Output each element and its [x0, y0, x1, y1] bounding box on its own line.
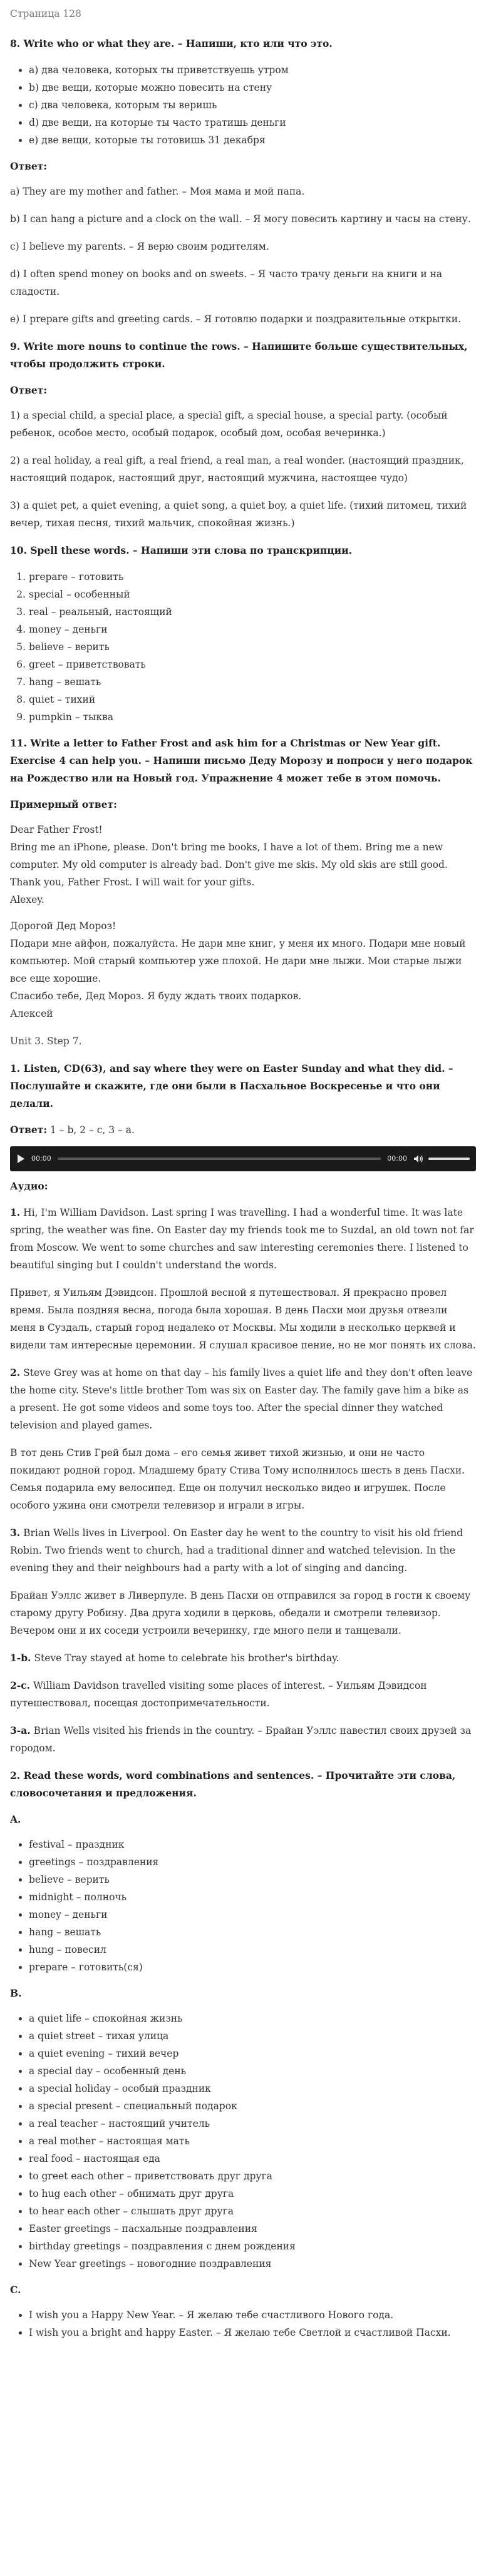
list-item: • believe – верить: [29, 1871, 476, 1888]
list-item: 4. money – деньги: [29, 621, 476, 638]
section-c-label: C.: [10, 2284, 21, 2296]
audio-paragraph: 2. Steve Grey was at home on that day – his family lives a quiet life and they don't often leave the home city. Steve's little brother Tom was six on Easter day. The family gave him a bike as a present. He got some videos and some toys too. After the special dinner they watched television and played games.: [10, 1367, 473, 1431]
list-item: • prepare – готовить(ся): [29, 1958, 476, 1976]
list-item: 6. greet – приветствовать: [29, 656, 476, 673]
audio-paragraph: 1-b. Steve Tray stayed at home to celebrate his brother's birthday.: [10, 1652, 339, 1664]
list-item: • to hear each other – слышать друг друга: [29, 2202, 476, 2220]
audio-paragraph: 1. Hi, I'm William Davidson. Last spring I was travelling. I had a wonderful time. It was late spring, the weather was fine. On Easter day my friends took me to Suzdal, an old town not far from Moscow. We went to some churches and saw interesting ceremonies there. I listened to beautiful singing but I couldn't understand the words.: [10, 1206, 474, 1271]
audio-paragraph: Брайан Уэллс живет в Ливерпуле. В день Пасхи он отправился за город в гости к своему старому другу Робину. Два друга ходили в церковь, обедали и смотрели телевизор. Вечером они и их соседи устроили вечеринку, где много пели и танцевали.: [10, 1590, 471, 1636]
answer-paragraph: 1) a special child, a special place, a special gift, a special house, a special party. (особый ребенок, особое место, особый подарок, особый дом, особая вечеринка.): [10, 410, 448, 439]
exercise-8-heading: 8. Write who or what they are. – Напиши, кто или что это.: [10, 38, 333, 49]
list-item: • a quiet evening – тихий вечер: [29, 2045, 476, 2062]
answer-label: Ответ:: [10, 384, 48, 396]
audio-paragraph: Привет, я Уильям Дэвидсон. Прошлой весной я путешествовал. Я прекрасно провел время. Была поздняя весна, погода была хорошая. В день Пасхи мои друзья отвезли меня в Суздаль, старый город недалеко от Москвы. Мы ходили в несколько церквей и видели там интересные церемонии. Я слушал красивое пение, но не мог понять их слова.: [10, 1287, 476, 1351]
play-icon[interactable]: [16, 1154, 25, 1164]
answer-paragraph: b) I can hang a picture and a clock on the wall. – Я могу повесить картину и часы на стену.: [10, 213, 471, 225]
list-item: • hung – повесил: [29, 1941, 476, 1958]
exercise-1-heading: 1. Listen, CD(63), and say where they were on Easter Sunday and what they did. – Послушайте и скажите, где они были в Пасхальное Воскресенье и что они делали.: [10, 1062, 453, 1109]
list-item: • a real mother – настоящая мать: [29, 2132, 476, 2150]
section-a-list: [29, 1836, 476, 1976]
time-current: 00:00: [31, 1154, 51, 1163]
progress-track[interactable]: [58, 1158, 381, 1160]
exercise-10-heading: 10. Spell these words. – Напиши эти слова по транскрипции.: [10, 544, 353, 556]
audio-paragraph: 3. Brian Wells lives in Liverpool. On Easter day he went to the country to visit his old friend Robin. Two friends went to church, had a traditional dinner and watched television. In the evening they and their neighbours had a party with a lot of singing and dancing.: [10, 1527, 463, 1574]
list-item: • I wish you a Happy New Year. – Я желаю тебе счастливого Нового года.: [29, 2306, 476, 2324]
list-item: • a quiet street – тихая улица: [29, 2027, 476, 2045]
section-a-label: A.: [10, 1813, 21, 1825]
list-item: • hang – вешать: [29, 1923, 476, 1941]
answer-paragraph: 3) a quiet pet, a quiet evening, a quiet song, a quiet boy, a quiet life. (тихий питомец, тихий вечер, тихая песня, тихий мальчик, спокойная жизнь.): [10, 500, 467, 529]
letter-line: Alexey.: [10, 894, 44, 905]
answer-label: Ответ:: [10, 160, 48, 172]
list-item: • a special day – особенный день: [29, 2062, 476, 2080]
audio-paragraph: 2-c. William Davidson travelled visiting some places of interest. – Уильям Дэвидсон путешествовал, посещая достопримечательности.: [10, 1679, 427, 1709]
list-item: 9. pumpkin – тыква: [29, 708, 476, 726]
list-item: • to greet each other – приветствовать друг друга: [29, 2167, 476, 2185]
list-item: • b) две вещи, которые можно повесить на стену: [29, 79, 476, 96]
time-duration: 00:00: [387, 1154, 407, 1163]
list-item: • to hug each other – обнимать друг друга: [29, 2185, 476, 2202]
list-item: • d) две вещи, на которые ты часто тратишь деньги: [29, 114, 476, 131]
list-item: • I wish you a bright and happy Easter. – Я желаю тебе Светлой и счастливой Пасхи.: [29, 2324, 476, 2341]
letter-line: Спасибо тебе, Дед Мороз. Я буду ждать твоих подарков.: [10, 990, 302, 1002]
list-item: • midnight – полночь: [29, 1888, 476, 1906]
volume-slider[interactable]: [428, 1158, 470, 1160]
audio-label: Аудио:: [10, 1180, 48, 1192]
list-item: 3. real – реальный, настоящий: [29, 603, 476, 621]
list-item: 8. quiet – тихий: [29, 691, 476, 708]
list-item: • a special holiday – особый праздник: [29, 2080, 476, 2097]
list-item: • a) два человека, которых ты приветствуешь утром: [29, 61, 476, 79]
audio-paragraph: В тот день Стив Грей был дома – его семья живет тихой жизнью, и они не часто покидают родной город. Младшему брату Стива Тому исполнилось шесть в день Пасхи. Семья подарила ему велосипед. Еще он получил несколько видео и игрушек. После особого ужина они смотрели телевизор и играли в игры.: [10, 1447, 465, 1511]
section-b-list: [29, 2010, 476, 2273]
letter-line: Алексей: [10, 1008, 53, 1019]
list-item: • a real teacher – настоящий учитель: [29, 2115, 476, 2132]
list-item: • greetings – поздравления: [29, 1853, 476, 1871]
list-item: • real food – настоящая еда: [29, 2150, 476, 2167]
list-item: 1. prepare – готовить: [29, 568, 476, 586]
section-b-label: B.: [10, 1987, 22, 1999]
answer-label: Ответ:: [10, 1124, 48, 1136]
letter-line: Дорогой Дед Мороз!: [10, 920, 116, 932]
list-item: • money – деньги: [29, 1906, 476, 1923]
exercise-11-heading: 11. Write a letter to Father Frost and ask him for a Christmas or New Year gift. Exercise 4 can help you. – Напиши письмо Деду Морозу и попроси у него подарок на Рождество или на Новый год. Упражнение 4 может тебе в этом помочь.: [10, 737, 473, 784]
exercise-9-heading: 9. Write more nouns to continue the rows. – Напишите больше существительных, чтобы продолжить строки.: [10, 340, 468, 370]
answer-label: Примерный ответ:: [10, 798, 117, 810]
letter-russian: [10, 917, 476, 1022]
answer-paragraph: e) I prepare gifts and greeting cards. – Я готовлю подарки и поздравительные открытки.: [10, 313, 462, 325]
answer-paragraph: c) I believe my parents. – Я верю своим родителям.: [10, 241, 269, 252]
letter-line: Подари мне айфон, пожалуйста. Не дари мне книг, у меня их много. Подари мне новый компьютер. Мой старый компьютер уже плохой. Не дари мне лыжи. Мои старые лыжи все еще хорошие.: [10, 938, 466, 984]
exercise-10-word-list: [29, 568, 476, 726]
list-item: • birthday greetings – поздравления с днем рождения: [29, 2237, 476, 2255]
list-item: • New Year greetings – новогодние поздравления: [29, 2255, 476, 2273]
audio-player[interactable]: [10, 1146, 476, 1171]
list-item: • e) две вещи, которые ты готовишь 31 декабря: [29, 131, 476, 149]
page-title: Страница 128: [10, 8, 81, 19]
list-item: 2. special – особенный: [29, 586, 476, 603]
exercise-8-task-list: [29, 61, 476, 149]
letter-english: [10, 821, 476, 909]
section-c-list: [29, 2306, 476, 2341]
list-item: • a special present – специальный подарок: [29, 2097, 476, 2115]
list-item: • a quiet life – спокойная жизнь: [29, 2010, 476, 2027]
answer-inline: [10, 1121, 476, 1139]
audio-paragraph: 3-a. Brian Wells visited his friends in the country. – Брайан Уэллс навестил своих друзей за городом.: [10, 1724, 472, 1754]
answer-paragraph: 2) a real holiday, a real gift, a real friend, a real man, a real wonder. (настоящий праздник, настоящий подарок, настоящий друг, настоящий мужчина, настоящее чудо): [10, 455, 464, 484]
list-item: • festival – праздник: [29, 1836, 476, 1853]
list-item: 7. hang – вешать: [29, 673, 476, 691]
list-item: • c) два человека, которым ты веришь: [29, 96, 476, 114]
list-item: 5. believe – верить: [29, 638, 476, 656]
letter-line: Bring me an iPhone, please. Don't bring me books, I have a lot of them. Bring me a new computer. My old computer is already bad. Don't give me skis. My old skis are still good. Thank you, Father Frost. I will wait for your gifts.: [10, 842, 448, 888]
answer-paragraph: a) They are my mother and father. – Моя мама и мой папа.: [10, 186, 305, 197]
exercise-2-heading: 2. Read these words, word combinations and sentences. – Прочитайте эти слова, словосочетания и предложения.: [10, 1769, 456, 1799]
letter-line: Dear Father Frost!: [10, 824, 103, 835]
volume-icon[interactable]: [413, 1154, 423, 1163]
answer-text: 1 – b, 2 – c, 3 – a.: [47, 1124, 135, 1136]
list-item: • Easter greetings – пасхальные поздравления: [29, 2220, 476, 2237]
answer-paragraph: d) I often spend money on books and on sweets. – Я часто трачу деньги на книги и на сладости.: [10, 268, 443, 297]
unit-step-link[interactable]: Unit 3. Step 7.: [10, 1036, 82, 1047]
